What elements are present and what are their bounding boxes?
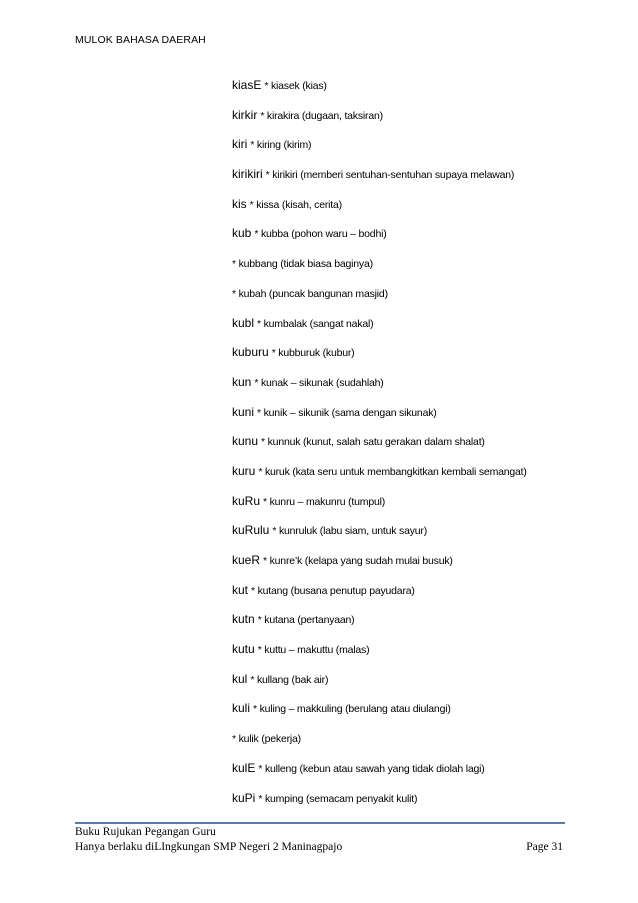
dictionary-entry: [232, 345, 612, 375]
entry-gloss: * kunik – sikunik (sama dengan sikunak): [257, 406, 437, 419]
entry-gloss: * kuttu – makuttu (malas): [257, 644, 370, 657]
entry-gloss: * kutang (busana penutup payudara): [251, 584, 415, 597]
lontara-word: kiri: [232, 137, 248, 152]
lontara-word: kuru: [232, 463, 256, 478]
entry-gloss: * kunre’k (kelapa yang sudah mulai busuk): [263, 555, 453, 567]
lontara-word: kiasE: [232, 78, 262, 92]
lontara-word: kuRulu: [232, 523, 270, 538]
dictionary-entry: [232, 316, 612, 346]
dictionary-entry-list: [232, 78, 612, 820]
dictionary-entry: [232, 137, 612, 167]
lontara-word: kunu: [232, 434, 259, 449]
lontara-word: kubl: [232, 315, 255, 330]
footer-usage-note: Hanya berlaku diLIngkungan SMP Negeri 2 Maninagpajo: [75, 841, 343, 853]
lontara-word: kis: [232, 196, 247, 211]
entry-gloss: * kuruk (kata seru untuk membangkitkan kembali semangat): [258, 465, 527, 478]
lontara-word: kulE: [232, 760, 256, 775]
lontara-word: kun: [232, 374, 252, 389]
lontara-word: kuli: [232, 701, 251, 716]
dictionary-entry: [232, 108, 612, 138]
footer-book-title: Buku Rujukan Pegangan Guru: [75, 826, 216, 838]
dictionary-entry: [232, 434, 612, 464]
entry-gloss: * kunnuk (kunut, salah satu gerakan dalam shalat): [261, 436, 485, 449]
dictionary-entry: [232, 256, 612, 286]
dictionary-entry: [232, 226, 612, 256]
lontara-word: kutu: [232, 642, 255, 657]
entry-gloss: * kiasek (kias): [264, 80, 327, 92]
entry-gloss: * kirikiri (memberi sentuhan-sentuhan supaya melawan): [265, 169, 515, 182]
entry-gloss: * kubburuk (kubur): [271, 347, 355, 360]
dictionary-entry: [232, 642, 612, 672]
dictionary-entry: [232, 612, 612, 642]
lontara-word: kutn: [232, 612, 255, 627]
lontara-word: kub: [232, 226, 252, 241]
page-number: Page 31: [526, 841, 563, 853]
dictionary-entry: [232, 731, 612, 761]
dictionary-entry: [232, 375, 612, 405]
dictionary-entry: [232, 405, 612, 435]
lontara-word: kuburu: [232, 345, 269, 360]
lontara-word: kirkir: [232, 107, 258, 122]
lontara-word: kul: [232, 671, 248, 686]
entry-gloss: * kubba (pohon waru – bodhi): [254, 228, 387, 241]
entry-gloss: * kunru – makunru (tumpul): [263, 495, 386, 508]
dictionary-entry: [232, 791, 612, 821]
footer-divider: [75, 822, 565, 824]
lontara-word: kueR: [232, 553, 261, 567]
dictionary-entry: [232, 701, 612, 731]
lontara-word: kuni: [232, 404, 255, 419]
entry-gloss: * kiring (kirim): [250, 139, 312, 152]
entry-gloss: * kubah (puncak bangunan masjid): [232, 287, 388, 300]
lontara-word: kirikiri: [232, 167, 263, 182]
dictionary-entry: [232, 672, 612, 702]
entry-gloss: * kirakira (dugaan, taksiran): [260, 109, 383, 122]
entry-gloss: * kunak – sikunak (sudahlah): [254, 376, 384, 389]
lontara-word: kut: [232, 582, 249, 597]
dictionary-entry: [232, 197, 612, 227]
entry-gloss: * kissa (kisah, cerita): [249, 198, 342, 211]
entry-gloss: * kumbalak (sangat nakal): [257, 317, 374, 330]
running-header: MULOK BAHASA DAERAH: [75, 34, 206, 46]
dictionary-entry: [232, 494, 612, 524]
entry-gloss: * kutana (pertanyaan): [257, 614, 355, 627]
entry-gloss: * kulik (pekerja): [232, 733, 301, 746]
dictionary-entry: [232, 583, 612, 613]
entry-gloss: * kunruluk (labu siam, untuk sayur): [272, 525, 428, 538]
lontara-word: kuRu: [232, 493, 261, 508]
entry-gloss: * kubbang (tidak biasa baginya): [232, 258, 373, 271]
entry-gloss: * kuling – makkuling (berulang atau diulangi): [253, 703, 451, 716]
lontara-word: kuPi: [232, 790, 256, 805]
dictionary-entry: [232, 464, 612, 494]
dictionary-entry: [232, 286, 612, 316]
entry-gloss: * kumping (semacam penyakit kulit): [258, 792, 418, 805]
dictionary-entry: [232, 78, 612, 108]
dictionary-entry: [232, 553, 612, 583]
dictionary-entry: [232, 167, 612, 197]
dictionary-entry: [232, 761, 612, 791]
dictionary-entry: [232, 523, 612, 553]
entry-gloss: * kulleng (kebun atau sawah yang tidak diolah lagi): [258, 762, 485, 775]
entry-gloss: * kullang (bak air): [250, 673, 329, 686]
